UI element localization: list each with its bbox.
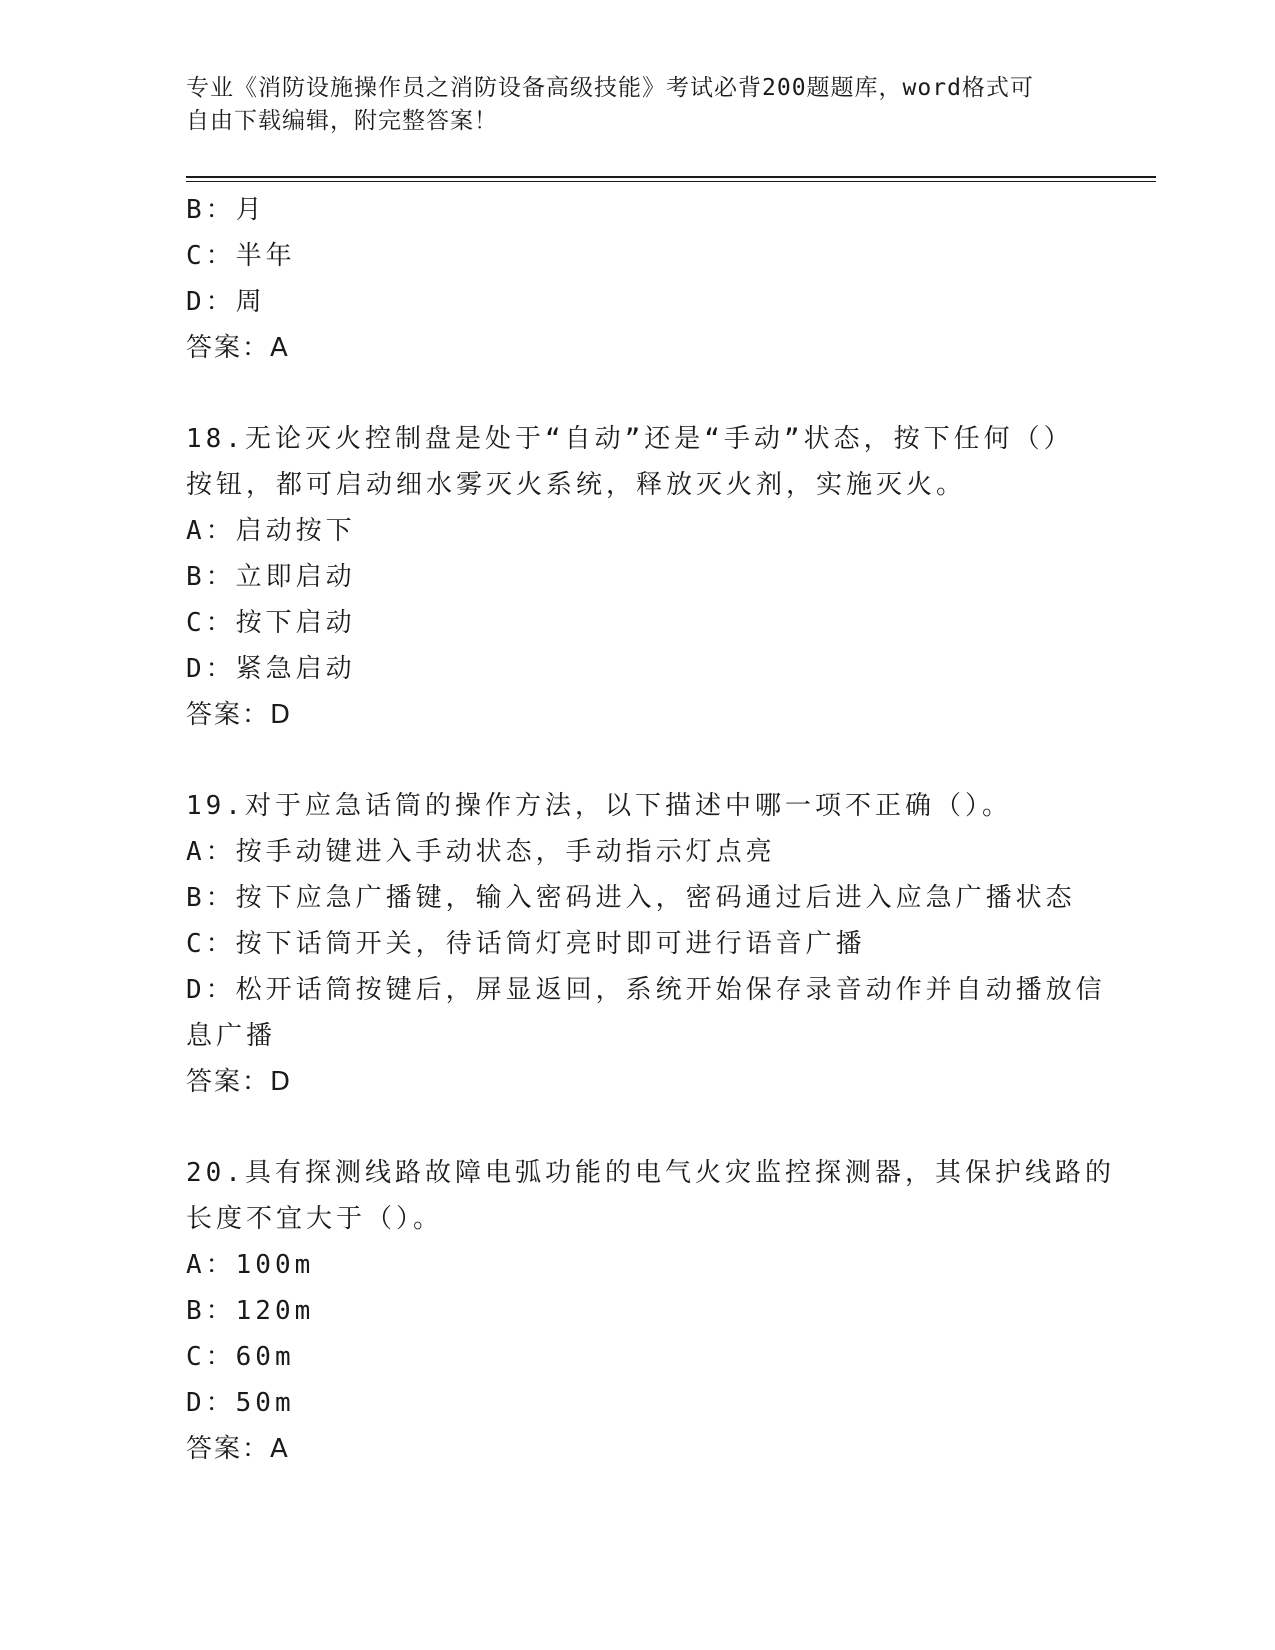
- option-c: C：60m: [186, 1342, 295, 1372]
- option-d: D：50m: [186, 1388, 295, 1418]
- option-d: D：周: [186, 287, 266, 317]
- question-text: 20.具有探测线路故障电弧功能的电气火灾监控探测器，其保护线路的: [186, 1158, 1115, 1188]
- question-text: 按钮，都可启动细水雾灭火系统，释放灭火剂，实施灭火。: [186, 470, 967, 500]
- question-20: [186, 1150, 1115, 1472]
- header-divider-thick: [186, 176, 1156, 178]
- option-c: C：半年: [186, 241, 296, 271]
- answer: 答案：D: [186, 700, 293, 730]
- option-a: A：100m: [186, 1250, 315, 1280]
- question-18: [186, 416, 1086, 738]
- question-list: [186, 187, 1115, 1472]
- question-text: 18.无论灭火控制盘是处于“自动”还是“手动”状态，按下任何（）: [186, 424, 1074, 454]
- option-b: B：120m: [186, 1296, 315, 1326]
- header-line-2: 自由下载编辑，附完整答案！: [186, 108, 498, 134]
- answer: 答案：A: [186, 1434, 290, 1464]
- option-a: A：启动按下: [186, 516, 356, 546]
- option-c: C：按下话筒开关，待话筒灯亮时即可进行语音广播: [186, 929, 866, 959]
- option-d: D：松开话筒按键后，屏显返回，系统开始保存录音动作并自动播放信: [186, 975, 1106, 1005]
- option-b: B：按下应急广播键，输入密码进入，密码通过后进入应急广播状态: [186, 883, 1076, 913]
- answer: 答案：D: [186, 1067, 293, 1097]
- question-text: 19.对于应急话筒的操作方法，以下描述中哪一项不正确（）。: [186, 791, 1012, 821]
- document-header: [186, 72, 1086, 138]
- option-b: B：立即启动: [186, 562, 356, 592]
- option-b: B：月: [186, 195, 266, 225]
- previous-question-tail: [186, 187, 1086, 371]
- question-text: 长度不宜大于（）。: [186, 1204, 444, 1234]
- header-divider-thin: [186, 181, 1156, 182]
- question-19: [186, 783, 1106, 1105]
- option-a: A：按手动键进入手动状态，手动指示灯点亮: [186, 837, 776, 867]
- option-d-continued: 息广播: [186, 1021, 277, 1051]
- option-d: D：紧急启动: [186, 654, 356, 684]
- answer: 答案：A: [186, 333, 290, 363]
- header-line-1: 专业《消防设施操作员之消防设备高级技能》考试必背200题题库，word格式可: [186, 75, 1034, 101]
- option-c: C：按下启动: [186, 608, 356, 638]
